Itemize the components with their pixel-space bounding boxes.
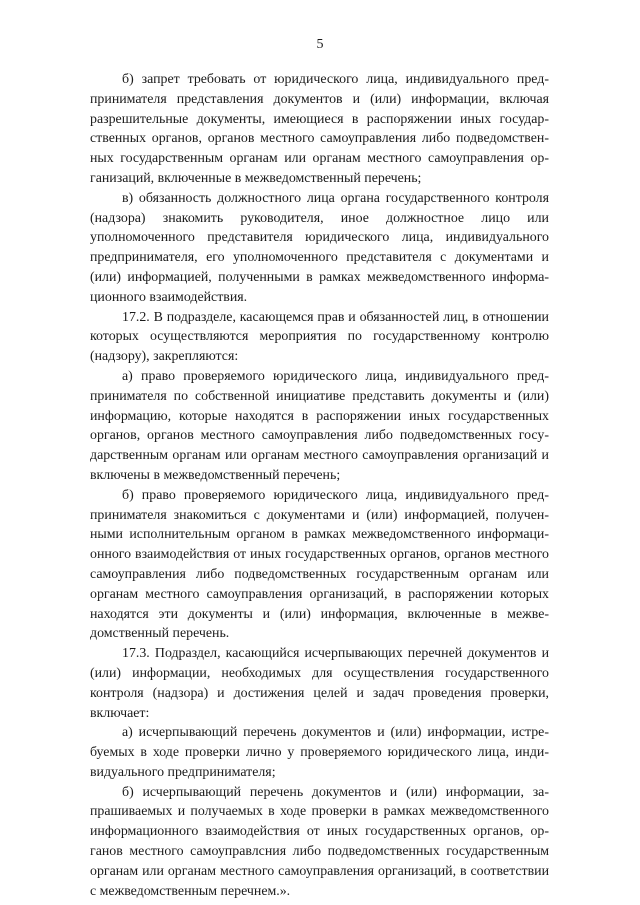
paragraph-17-2-b: б) право проверяемого юридического лица, индивидуального предпринимателя знакомиться с документами и (или) информацией, полученными исполнительным органом в рамках межведомственного информационного взаимодействия от иных государственных органов, органов местного самоуправления либо подведомственных государственным органам или органам местного самоуправления организаций, в распоряжении которых находятся эти документы и (или) информация, включенные в межведомственный перечень. — [90, 487, 549, 642]
paragraph-17-3-b: б) исчерпывающий перечень документов и (или) информации, запрашиваемых и получаемых в ходе проверки в рамках межведомственного информационного взаимодействия от иных государственных органов, органов местного самоуправлсния либо подведомственных государственным органам или органам местного самоуправления организаций, в соответствии с межведомственным перечнем.». — [90, 784, 549, 899]
document-body — [90, 70, 549, 901]
paragraph-17-3: 17.3. Подраздел, касающийся исчерпывающих перечней документов и (или) информации, необходимых для осуществления государственного контроля (надзора) и достижения целей и задач проведения проверки, включает: — [90, 646, 549, 721]
paragraph-17-2: 17.2. В подразделе, касающемся прав и обязанностей лиц, в отношении которых осуществляются мероприятия по государственному контролю (надзору), закрепляются: — [90, 309, 549, 365]
paragraph-b-prohibition: б) запрет требовать от юридического лица, индивидуального предпринимателя представления документов и (или) информации, включая разрешительные документы, имеющиеся в распоряжении иных государственных органов, органов местного самоуправления либо подведомственных государственным органам или органам местного самоуправления организаций, включенные в межведомственный перечень; — [90, 72, 549, 186]
paragraph-17-3-a: а) исчерпывающий перечень документов и (или) информации, истребуемых в ходе проверки лично у проверяемого юридического лица, индивидуального предпринимателя; — [90, 725, 549, 780]
paragraph-v-obligation: в) обязанность должностного лица органа государственного контроля (надзора) знакомить руководителя, иное должностное лицо или уполномоченного представителя юридического лица, индивидуального предпринимателя, его уполномоченного представителя с документами и (или) информацией, полученными в рамках межведомственного информационного взаимодействия. — [90, 190, 549, 305]
paragraph-17-2-a: а) право проверяемого юридического лица, индивидуального предпринимателя по собственной инициативе представить документы и (или) информацию, которые находятся в распоряжении иных государственных органов, органов местного самоуправления либо подведомственных государственным органам или органам местного самоуправления организаций и включены в межведомственный перечень; — [90, 368, 549, 483]
page-number: 5 — [316, 37, 324, 52]
